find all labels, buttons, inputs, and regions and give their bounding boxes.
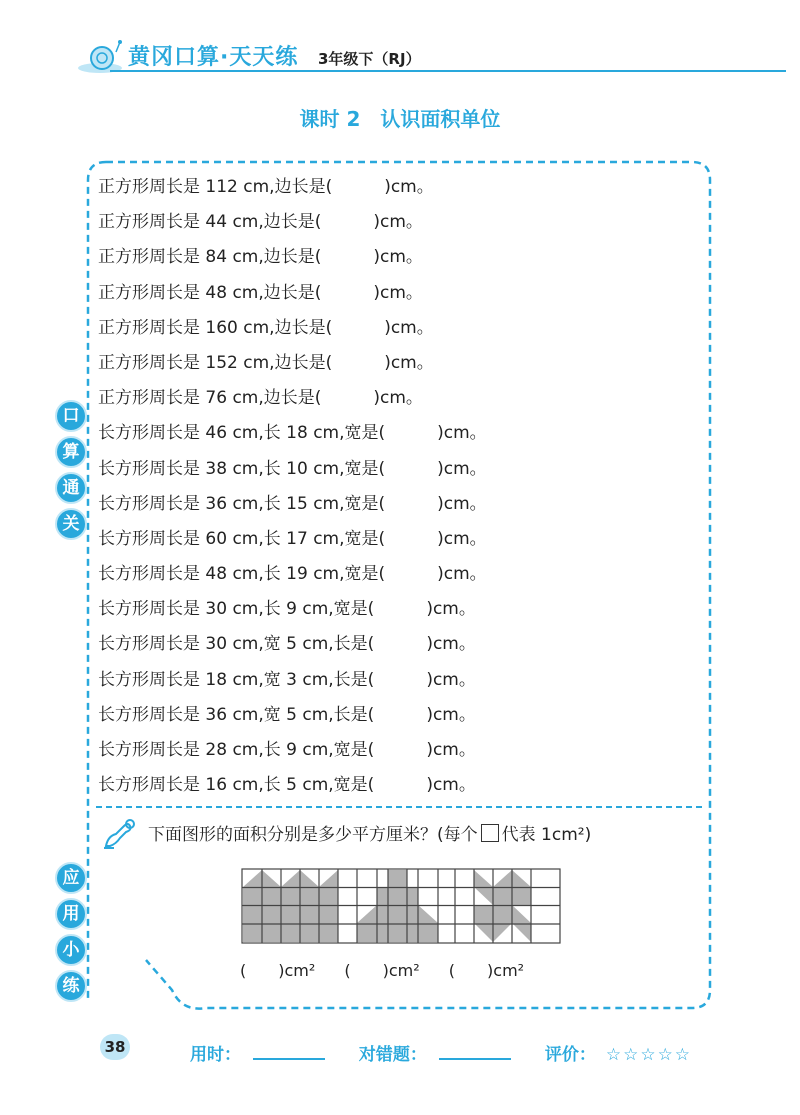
page-header [0,0,800,80]
question-text: 长方形周长是 36 cm,宽 5 cm,长是( [98,704,375,725]
unit-text: )cm。 [426,775,476,796]
rating-label: 评价： [544,1045,596,1065]
question-item [98,663,698,698]
unit-text: )cm。 [373,388,423,409]
question-text: 长方形周长是 60 cm,长 17 cm,宽是( [98,528,386,549]
question-text: 正方形周长是 48 cm,边长是( [98,282,322,303]
side-tag-oral [55,400,89,544]
question-item [98,522,698,557]
question-list [98,170,698,803]
answer-blank[interactable]: ( )cm² [448,961,525,980]
footer-bar [190,1040,692,1065]
snail-logo-icon [78,38,128,74]
question-text: 正方形周长是 76 cm,边长是( [98,388,322,409]
question-text: 长方形周长是 48 cm,长 19 cm,宽是( [98,564,386,585]
question-text: 长方形周长是 38 cm,长 10 cm,宽是( [98,458,386,479]
question-item [98,346,698,381]
unit-text: )cm。 [373,247,423,268]
question-text: 正方形周长是 44 cm,边长是( [98,212,322,233]
question-text: 长方形周长是 16 cm,长 5 cm,宽是( [98,775,375,796]
side-tag-char: 口 [55,400,87,432]
unit-text: )cm。 [437,493,487,514]
question-item [98,487,698,522]
question-item [98,205,698,240]
rating-stars[interactable]: ☆☆☆☆☆ [605,1045,693,1065]
unit-text: )cm。 [426,599,476,620]
question-item [98,240,698,275]
question-item [98,592,698,627]
unit-text: )cm。 [373,212,423,233]
side-tag-applied [55,862,89,1006]
header-divider [110,70,786,72]
question-item [98,627,698,662]
question-item [98,768,698,803]
side-tag-char: 通 [55,472,87,504]
side-tag-char: 应 [55,862,87,894]
time-input-line[interactable] [253,1048,325,1060]
unit-text: )cm。 [384,317,434,338]
side-tag-char: 关 [55,508,87,540]
section-divider [96,806,702,808]
question-text: 正方形周长是 84 cm,边长是( [98,247,322,268]
question-text: 长方形周长是 36 cm,长 15 cm,宽是( [98,493,386,514]
question-item [98,311,698,346]
grade-label: 3年级下（RJ） [318,50,421,68]
side-tag-char: 小 [55,934,87,966]
answer-blanks [240,958,548,981]
unit-text: )cm。 [437,423,487,444]
correct-label: 对错题： [358,1045,427,1065]
question-item [98,416,698,451]
brand-title: 黄冈口算·天天练 [128,45,299,70]
answer-blank[interactable]: ( )cm² [344,961,420,980]
question-text-start: 下面图形的面积分别是多少平方厘米？(每个 [148,825,478,845]
correct-input-line[interactable] [439,1048,511,1060]
unit-text: )cm。 [426,740,476,760]
question-item [98,381,698,416]
question-text-end: 代表 1cm²) [501,825,592,845]
unit-text: )cm。 [426,704,476,725]
question-text: 长方形周长是 46 cm,长 18 cm,宽是( [98,423,386,444]
unit-text: )cm。 [426,669,476,690]
unit-text: )cm。 [373,282,423,303]
question-text: 长方形周长是 30 cm,长 9 cm,宽是( [98,599,375,620]
unit-text: )cm。 [384,177,434,197]
side-tag-char: 算 [55,436,87,468]
unit-text: )cm。 [426,634,476,655]
lesson-title: 课时 2 认识面积单位 [299,107,501,131]
unit-text: )cm。 [384,352,434,373]
question-text: 长方形周长是 28 cm,长 9 cm,宽是( [98,740,375,760]
side-tag-char: 用 [55,898,87,930]
unit-text: )cm。 [437,528,487,549]
question-item [98,557,698,592]
question-text: 正方形周长是 160 cm,边长是( [98,317,333,338]
page-number: 38 [100,1034,130,1060]
question-item [98,698,698,733]
question-item [98,733,698,768]
unit-text: )cm。 [437,458,487,479]
question-text: 正方形周长是 112 cm,边长是( [98,177,333,197]
question-text: 长方形周长是 30 cm,宽 5 cm,长是( [98,634,375,655]
side-tag-char: 练 [55,970,87,1002]
time-label: 用时： [190,1045,241,1065]
question-item [98,276,698,311]
question-item [98,170,698,205]
unit-text: )cm。 [437,564,487,585]
answer-blank[interactable]: ( )cm² [240,961,316,980]
unit-square-icon [481,824,499,842]
pointing-hand-icon [102,818,138,852]
area-grid-figure [241,868,561,944]
question-text: 正方形周长是 152 cm,边长是( [98,352,333,373]
question-item [98,452,698,487]
application-question [148,820,591,845]
question-text: 长方形周长是 18 cm,宽 3 cm,长是( [98,669,375,690]
